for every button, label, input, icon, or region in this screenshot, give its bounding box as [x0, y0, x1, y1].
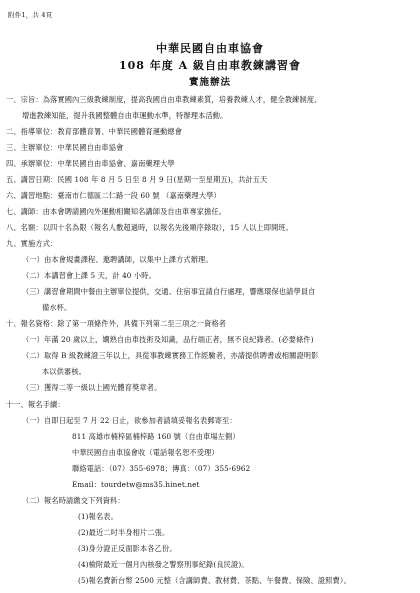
section-method: 九、實施方式：: [6, 239, 58, 248]
section-purpose-cont: 增進教練知能，提升我國整體自由車運動水準，特辦理本活動。: [22, 111, 228, 120]
required-doc-2: (2)最近二吋半身相片二張。: [78, 528, 170, 537]
mailing-address: 811 高雄市楠梓區楠梓路 160 號（自由車場左側）: [72, 432, 240, 441]
eligibility-item-2: （二）取得 B 級教練證三年以上，具從事教練實務工作經驗者，亦請提供聘書或相關證明影: [22, 351, 319, 360]
registration-item-2: （二）報名時請繳交下列資料：: [22, 496, 125, 505]
required-doc-1: (1)報名表。: [78, 512, 118, 521]
method-item-3: （三）講習會期間中餐由主辦單位提供，交通、住宿事宜請自行處理，響應環保也請學員自: [22, 287, 316, 296]
contact-email: Email：tourdetw@ms35.hinet.net: [72, 480, 200, 489]
required-doc-3: (3)身分證正反面影本各乙份。: [78, 544, 177, 553]
attachment-label: 附件1，共 4頁: [8, 11, 53, 19]
organization-title: 中華民國自由車協會: [156, 42, 264, 55]
contact-phone-fax: 聯絡電話：（07）355-6978；傳真：（07）355-6962: [72, 464, 251, 473]
registration-item-1: （一）自即日起至 7 月 22 日止，欲參加者請填妥報名表郵寄至：: [22, 416, 237, 425]
section-purpose: 一、宗旨：為落實國內三級教練制度，提高我國自由車教練素質，培養教練人才，健全教練制度、: [6, 95, 322, 104]
required-doc-5: (5)報名費新台幣 2500 元整（含講師費、教材費、茶點、午餐費、保險、證照費）。: [78, 576, 351, 585]
eligibility-item-1: （一）年滿 20 歲以上，嫻熟自由車技術及知識，品行端正者，無不良紀錄者。(必要條件): [22, 335, 314, 344]
mailing-recipient: 中華民國自由車協會收（電話報名恕不受理）: [72, 448, 219, 457]
section-lecturers: 七、講師：由本會聘請國內外運動相關知名講師及自由車專家擔任。: [6, 207, 227, 216]
document-title: 實施辦法: [188, 77, 231, 88]
section-registration: 十一、報名手續：: [6, 400, 65, 409]
section-eligibility: 十、報名資格：除了第一項條件外，具備下列第二至三項之一資格者: [6, 319, 227, 328]
method-item-1: （一）由本會規畫課程、邀聘講師，以集中上課方式辦理。: [22, 255, 213, 264]
section-dates: 五、講習日期：民國 108 年 8 月 5 日至 8 月 9 日(星期一至星期五)，共計五天: [6, 175, 268, 184]
section-organizer: 三、主辦單位：中華民國自由車協會: [6, 143, 124, 152]
section-guidance: 二、指導單位：教育部體育署、中華民國體育運動總會: [6, 127, 183, 136]
method-item-2: （二）本講習會上課 5 天，計 40 小時。: [22, 271, 156, 280]
required-doc-4: (4)檢附最近一個月內核發之警察刑事紀錄(良民證)。: [78, 560, 249, 569]
section-venue: 六、講習地點：臺南市仁德區二仁路一段 60 號 （嘉南藥理大學）: [6, 191, 221, 200]
method-item-3-cont: 備水杯。: [42, 303, 72, 312]
eligibility-item-2-cont: 本以供審核。: [42, 367, 87, 376]
section-quota: 八、名額：以四十名為限（報名人數超過時，以報名先後順序錄取），15 人以上即開班。: [6, 223, 294, 232]
event-title: 108 年度 A 級自由車教練講習會: [119, 59, 301, 72]
eligibility-item-3: （三）獲得二等一級以上國光體育獎章者。: [22, 383, 162, 392]
section-executor: 四、承辦單位：中華民國自由車協會、嘉南藥理大學: [6, 159, 175, 168]
